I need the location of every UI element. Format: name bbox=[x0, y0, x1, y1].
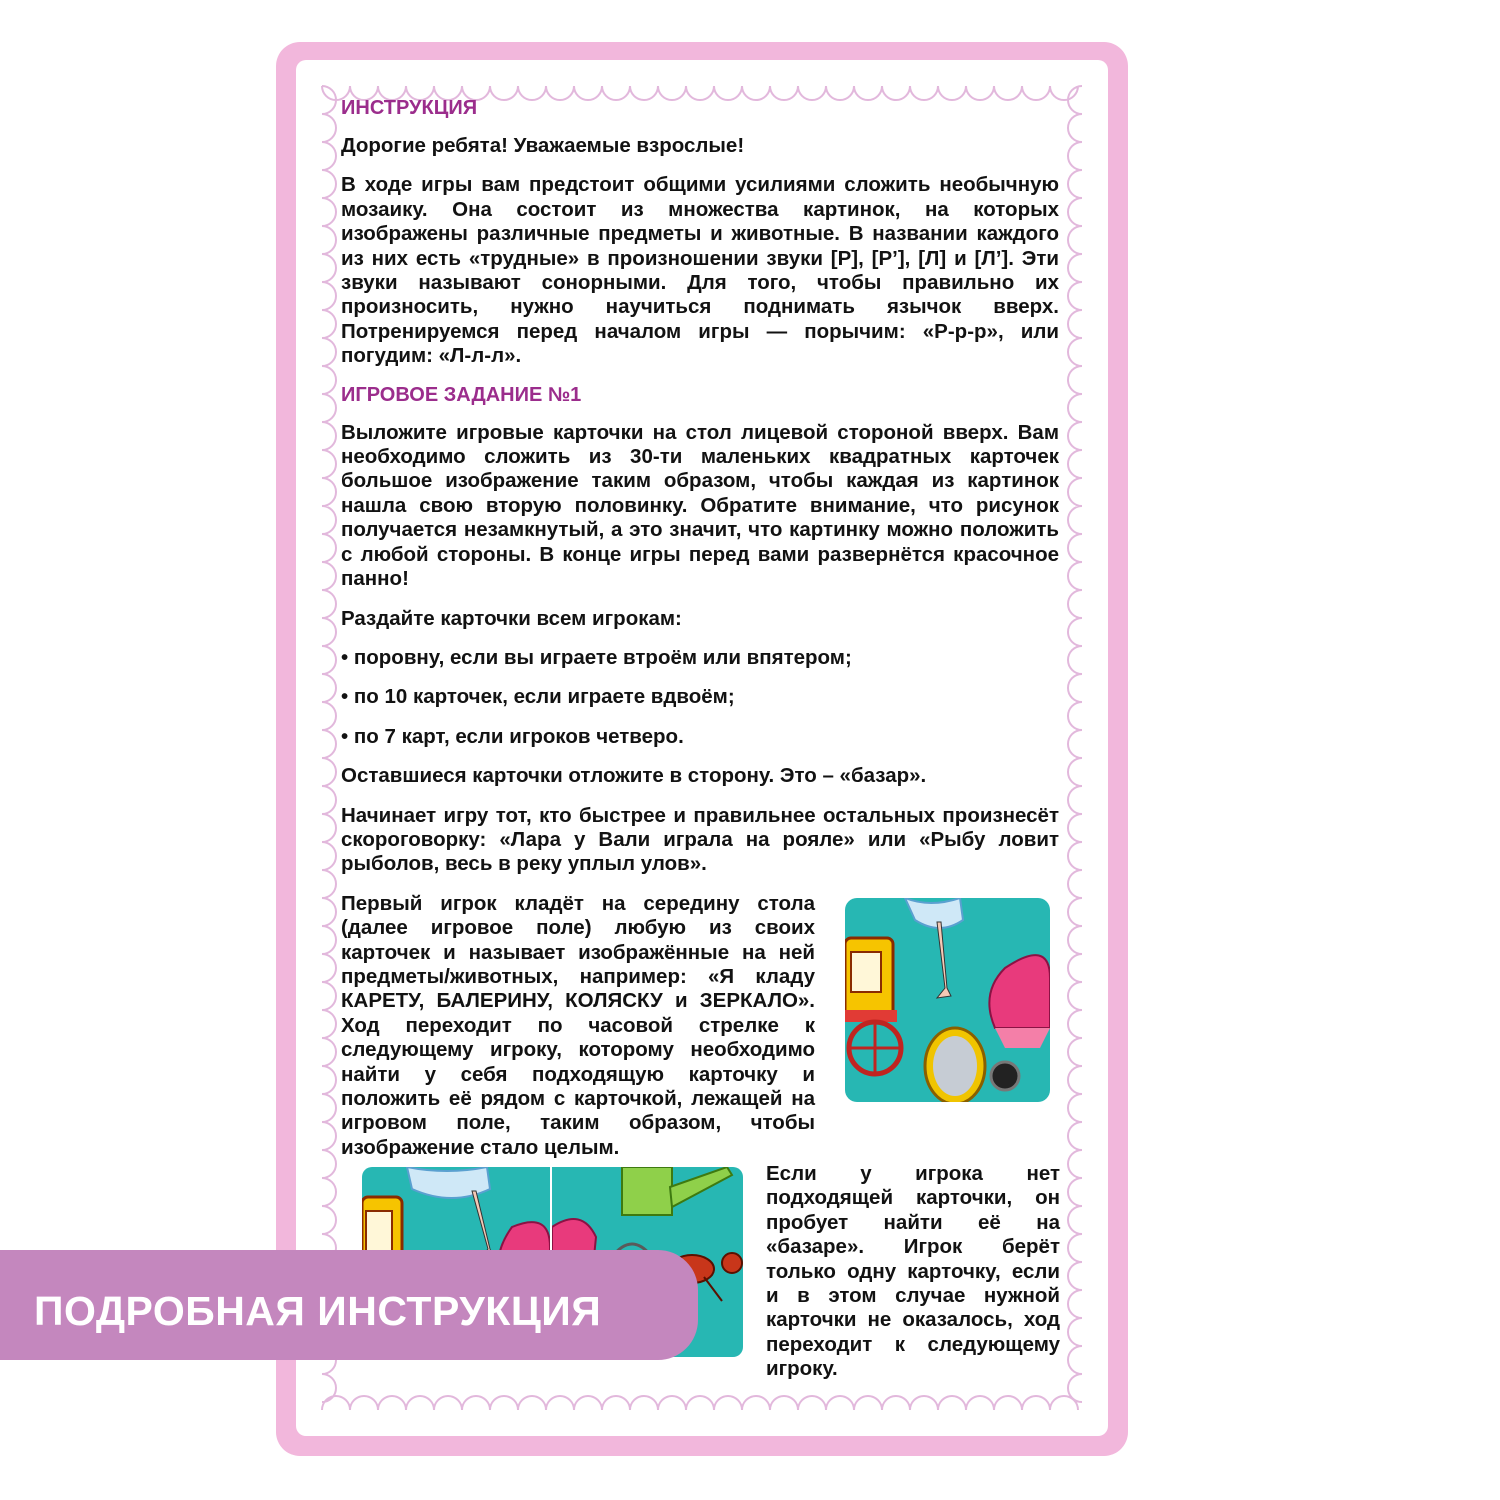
task1-paragraph-1: Выложите игровые карточки на стол лицевой стороной вверх. Вам необходимо сложить из 30-ти маленьких квадратных карточек большое изображение таким образом, чтобы каждая из картинок нашла свою вторую половинку. Обратите внимание, что рисунок получается незамкнутый, а это значит, что картинку можно положить с любой стороны. В конце игры перед вами развернётся красочное панно! bbox=[341, 420, 1059, 591]
carriage-icon bbox=[845, 938, 901, 1074]
intro-paragraph: В ходе игры вам предстоит общими усилиями сложить необычную мозаику. Она состоит из множества картинок, на которых изображены различные предметы и животные. В названии каждого из них есть «трудные» в произношении звуки [Р], [Р’], [Л] и [Л’]. Эти звуки называют сонорными. Для того, чтобы правильно их произносить, нужно научиться поднимать язычок вверх. Потренируемся перед началом игры — порычим: «Р-р-р», или погудим: «Л-л-л». bbox=[341, 173, 1059, 368]
ballerina-icon bbox=[407, 1167, 494, 1261]
example-card-image bbox=[845, 898, 1050, 1102]
mirror-icon bbox=[925, 1028, 985, 1102]
task1-heading: ИГРОВОЕ ЗАДАНИЕ №1 bbox=[341, 383, 582, 406]
bullet-item: • по 10 карточек, если играете вдвоём; bbox=[341, 685, 735, 709]
task1-paragraph-2: Раздайте карточки всем игрокам: bbox=[341, 606, 682, 630]
task1-paragraph-5: Первый игрок кладёт на середину стола (далее игровое поле) любую из своих карточек и называет изображённые на ней предметы/животных, например: «Я кладу КАРЕТУ, БАЛЕРИНУ, КОЛЯСКУ и ЗЕРКАЛО». Ход переходит по часовой стрелке к следующему игроку, которому необходимо найти у себя подходящую карточку и положить её рядом с карточкой, лежащей на игровом поле, таким образом, чтобы изображение стало целым. bbox=[341, 891, 815, 1159]
ballerina-icon bbox=[905, 898, 963, 998]
task1-paragraph-6: Если у игрока нет подходящей карточки, он пробует найти её на «базаре». Игрок берёт только одну карточку, если и в этом случае нужной карточки не оказалось, ход переходит к следующему игроку. bbox=[766, 1162, 1060, 1381]
task1-paragraph-3: Оставшиеся карточки отложите в сторону. Это – «базар». bbox=[341, 764, 927, 788]
watering-can-icon bbox=[622, 1167, 732, 1215]
task1-paragraph-4: Начинает игру тот, кто быстрее и правильнее остальных произнесёт скороговорку: «Лара у Вали играла на рояле» или «Рыбу ловит рыболов, весь в реку уплыл улов». bbox=[341, 803, 1059, 876]
instruction-heading: ИНСТРУКЦИЯ bbox=[341, 97, 478, 119]
bullet-item: • по 7 карт, если игроков четверо. bbox=[341, 724, 684, 748]
stroller-icon bbox=[989, 955, 1050, 1090]
greeting: Дорогие ребята! Уважаемые взрослые! bbox=[341, 134, 745, 157]
banner-title: ПОДРОБНАЯ ИНСТРУКЦИЯ bbox=[34, 1288, 602, 1334]
bullet-item: • поровну, если вы играете втроём или впятером; bbox=[341, 645, 852, 669]
